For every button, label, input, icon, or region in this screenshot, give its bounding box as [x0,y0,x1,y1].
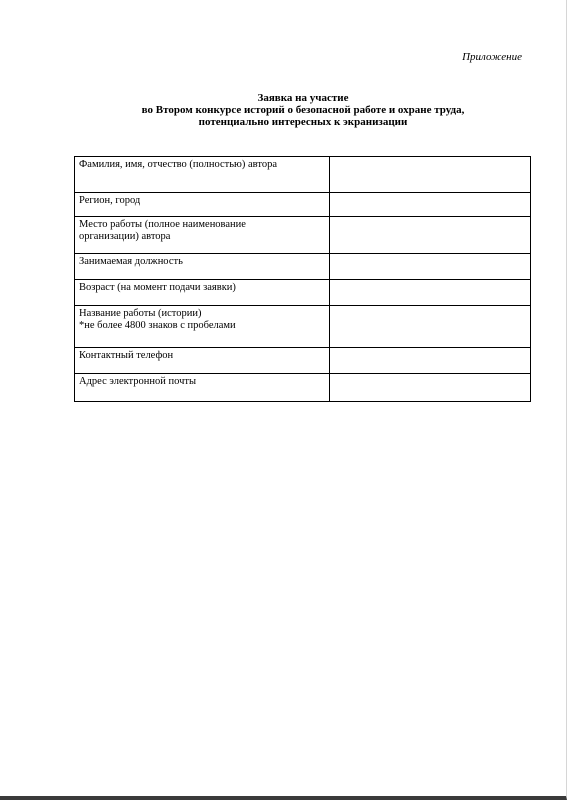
label-line: Фамилия, имя, отчество (полностью) автора [79,159,277,170]
full-name-label [75,157,330,193]
form-row-email [75,374,531,402]
workplace-field[interactable] [330,217,531,254]
label-line: Название работы (истории) [79,308,202,319]
story-title-field[interactable] [330,306,531,348]
position-label [75,254,330,280]
age-label [75,280,330,306]
position-field[interactable] [330,254,531,280]
label-line: Занимаемая должность [79,256,183,267]
phone-field[interactable] [330,348,531,374]
label-line: Регион, город [79,195,141,206]
region-label [75,193,330,217]
label-line: Адрес электронной почты [79,376,197,387]
form-row-region [75,193,531,217]
title-line-1: Заявка на участие [257,92,349,104]
region-field[interactable] [330,193,531,217]
appendix-label: Приложение [462,51,522,63]
email-label [75,374,330,402]
label-line: организации) автора [79,231,171,242]
form-row-story-title [75,306,531,348]
form-row-full-name [75,157,531,193]
form-row-position [75,254,531,280]
label-line: Место работы (полное наименование [79,219,246,230]
story-title-label [75,306,330,348]
document-title [0,92,568,128]
label-line: *не более 4800 знаков с пробелами [79,320,236,331]
form-row-workplace [75,217,531,254]
form-row-phone [75,348,531,374]
title-line-3: потенциально интересных к экранизации [198,116,408,128]
age-field[interactable] [330,280,531,306]
label-line: Контактный телефон [79,350,174,361]
email-field[interactable] [330,374,531,402]
form-row-age [75,280,531,306]
title-line-2: во Втором конкурсе историй о безопасной работе и охране труда, [141,104,465,116]
phone-label [75,348,330,374]
workplace-label [75,217,330,254]
full-name-field[interactable] [330,157,531,193]
label-line: Возраст (на момент подачи заявки) [79,282,236,293]
application-form-table [74,156,531,402]
